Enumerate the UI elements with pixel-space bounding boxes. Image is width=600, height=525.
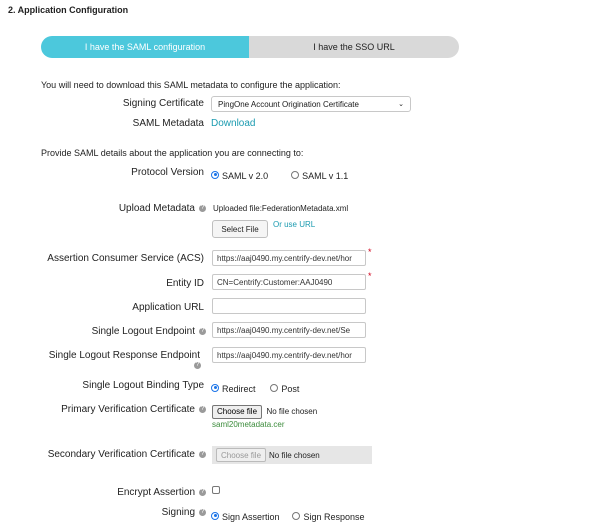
help-icon[interactable]: ? (200, 204, 205, 211)
sign-response-label: Sign Response (303, 512, 365, 522)
signing-label (100, 507, 206, 518)
help-icon[interactable]: ? (200, 488, 205, 495)
entity-id-input[interactable]: CN=Centrify:Customer:AAJ0490 (212, 274, 366, 290)
use-url-link[interactable]: Or use URL (273, 220, 316, 229)
acs-required-marker: * (368, 247, 372, 257)
primary-cert-label (40, 404, 206, 415)
saml-v1-label: SAML v 1.1 (302, 171, 349, 181)
secondary-cert-label (30, 449, 206, 460)
post-radio[interactable] (270, 384, 278, 392)
chevron-down-icon: ⌄ (398, 101, 404, 108)
config-mode-toggle (41, 36, 459, 58)
help-icon[interactable]: ? (200, 405, 205, 412)
primary-no-file-text: No file chosen (266, 407, 318, 416)
secondary-cert-label-text: Secondary Verification Certificate (47, 449, 195, 460)
secondary-cert-picker (212, 446, 372, 464)
select-file-button[interactable]: Select File (212, 220, 268, 238)
acs-label: Assertion Consumer Service (ACS) (47, 253, 204, 264)
application-url-label: Application URL (132, 302, 204, 313)
redirect-radio[interactable] (211, 384, 219, 392)
upload-metadata-label-text: Upload Metadata (118, 203, 195, 214)
help-icon[interactable]: ? (200, 450, 205, 457)
protocol-version-label: Protocol Version (131, 167, 204, 178)
uploaded-file-text: Uploaded file:FederationMetadata.xml (213, 204, 349, 213)
slo-endpoint-input[interactable]: https://aaj0490.my.centrify-dev.net/Se (212, 322, 366, 338)
saml-v2-radio[interactable] (211, 171, 219, 179)
saml-v1-radio[interactable] (291, 171, 299, 179)
primary-cert-filename: saml20metadata.cer (212, 420, 285, 429)
signing-certificate-select[interactable] (211, 96, 411, 112)
sign-assertion-radio[interactable] (211, 512, 219, 520)
signing-label-text: Signing (161, 507, 195, 518)
upload-metadata-label (60, 203, 206, 214)
slo-binding-group (211, 379, 299, 397)
entity-id-required-marker: * (368, 271, 372, 281)
protocol-version-group (211, 166, 348, 184)
signing-certificate-value: PingOne Account Origination Certificate (218, 99, 359, 109)
primary-cert-picker (212, 401, 317, 419)
slo-response-input[interactable]: https://aaj0490.my.centrify-dev.net/hor (212, 347, 366, 363)
secondary-choose-file-button[interactable]: Choose file (216, 448, 266, 462)
saml-v2-label: SAML v 2.0 (222, 171, 269, 181)
encrypt-assertion-label (80, 487, 206, 498)
intro-download-text: You will need to download this SAML metadata to configure the application: (41, 80, 341, 90)
secondary-no-file-text: No file chosen (269, 450, 320, 460)
application-url-input[interactable] (212, 298, 366, 314)
sign-response-radio[interactable] (292, 512, 300, 520)
signing-group (211, 507, 365, 525)
help-icon[interactable]: ? (200, 508, 205, 515)
signing-certificate-label: Signing Certificate (122, 98, 204, 109)
saml-metadata-label: SAML Metadata (132, 118, 204, 129)
primary-choose-file-button[interactable]: Choose file (212, 405, 262, 419)
sign-assertion-label: Sign Assertion (222, 512, 280, 522)
post-label: Post (281, 384, 300, 394)
slo-endpoint-label (60, 326, 206, 337)
encrypt-assertion-checkbox[interactable] (212, 486, 220, 494)
section-title: 2. Application Configuration (8, 5, 129, 15)
tab-sso-url[interactable]: I have the SSO URL (249, 36, 459, 58)
tab-saml-configuration[interactable]: I have the SAML configuration (41, 36, 249, 58)
slo-binding-label: Single Logout Binding Type (82, 380, 204, 391)
help-icon[interactable]: ? (195, 362, 200, 368)
redirect-label: Redirect (222, 384, 256, 394)
primary-cert-label-text: Primary Verification Certificate (61, 404, 195, 415)
acs-input[interactable]: https://aaj0490.my.centrify-dev.net/hor (212, 250, 366, 266)
intro-saml-details-text: Provide SAML details about the application you are connecting to: (41, 148, 304, 158)
encrypt-assertion-label-text: Encrypt Assertion (117, 487, 195, 498)
help-icon[interactable]: ? (200, 327, 205, 334)
slo-response-label: Single Logout Response Endpoint (48, 350, 200, 361)
slo-endpoint-label-text: Single Logout Endpoint (91, 326, 195, 337)
entity-id-label: Entity ID (166, 278, 204, 289)
download-metadata-link[interactable]: Download (211, 118, 256, 129)
